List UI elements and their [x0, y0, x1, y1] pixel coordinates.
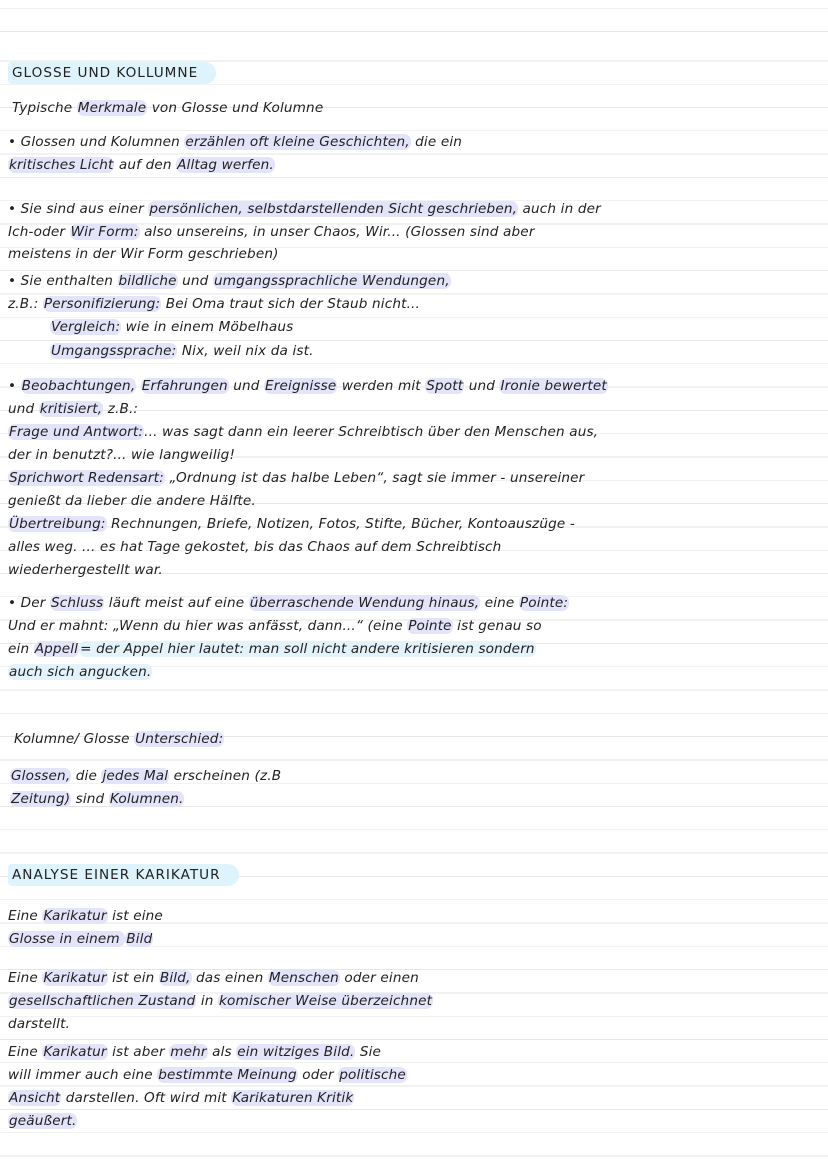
highlight: kritisiert, [39, 401, 103, 417]
highlight: Umgangssprache: [51, 343, 177, 359]
highlight: Pointe: [519, 595, 569, 611]
highlight: Karikaturen Kritik [232, 1090, 354, 1106]
text-line [8, 928, 153, 950]
highlight: Glossen, [11, 768, 71, 784]
subtitle-line: Typische Merkmale von Glosse und Kolumne [12, 100, 324, 116]
highlight: persönlichen, selbstdarstellenden Sicht geschrieben, [149, 201, 518, 217]
highlight: ein witziges Bild. [237, 1044, 355, 1060]
highlight: Übertreibung: [9, 516, 106, 532]
highlight: umgangssprachliche Wendungen, [213, 273, 450, 289]
highlight: kritisches Licht [9, 157, 114, 173]
text-line: • Sie enthalten bildliche und umgangssprachliche Wendungen, [8, 273, 450, 289]
highlight: Bild [126, 931, 153, 947]
text-line: genießt da lieber die andere Hälfte. [8, 493, 256, 509]
highlight: Alltag werfen. [177, 157, 274, 173]
highlight: Appell [34, 641, 79, 657]
highlight: mehr [170, 1044, 207, 1060]
highlight: Zeitung) [11, 791, 71, 807]
highlight: bildliche [118, 273, 177, 289]
text-line: Eine Karikatur ist aber mehr als ein witziges Bild. Sie [8, 1044, 382, 1060]
text-line: gesellschaftlichen Zustand in komischer Weise überzeichnet [9, 993, 433, 1009]
highlight: Karikatur [43, 1044, 107, 1060]
text-line: alles weg. ... es hat Tage gekostet, bis das Chaos auf dem Schreibtisch [8, 539, 502, 555]
highlight: Frage und Antwort: [9, 424, 144, 440]
text-line: Ich-oder Wir Form: also unsereins, in unser Chaos, Wir... (Glossen sind aber [8, 224, 535, 240]
highlight: Karikatur [43, 970, 107, 986]
text-line [8, 661, 152, 683]
highlight: Wir Form: [70, 224, 139, 240]
highlight: Vergleich: [51, 319, 121, 335]
highlight: Spott [426, 378, 464, 394]
highlight: Erfahrungen [141, 378, 228, 394]
text-line: ein Appell = der Appel hier lautet: man soll nicht andere kritisieren sondern [8, 641, 535, 657]
text-line: Vergleich: wie in einem Möbelhaus [51, 319, 294, 335]
highlight: Kolumnen. [109, 791, 184, 807]
section-heading-glosse: GLOSSE UND KOLLUMNE [8, 62, 216, 84]
text-line: • Glossen und Kolumnen erzählen oft kleine Geschichten, die ein [8, 134, 463, 150]
text-line: Ansicht darstellen. Oft wird mit Karikaturen Kritik [9, 1090, 354, 1106]
text-line: meistens in der Wir Form geschrieben) [8, 246, 279, 262]
highlight: Unterschied: [135, 731, 224, 747]
text-line: wiederhergestellt war. [8, 562, 163, 578]
highlight: politische [339, 1067, 406, 1083]
highlight: auch sich angucken. [9, 664, 152, 680]
highlight: Schluss [50, 595, 104, 611]
highlight: Merkmale [77, 100, 147, 116]
text-line: Glossen, die jedes Mal erscheinen (z.B [11, 768, 282, 784]
highlight: Bild, [159, 970, 191, 986]
text-line: kritisches Licht auf den Alltag werfen. [9, 157, 274, 173]
text-line: Übertreibung: Rechnungen, Briefe, Notizen, Fotos, Stifte, Bücher, Kontoauszüge - [9, 516, 575, 532]
text-line: • Sie sind aus einer persönlichen, selbstdarstellenden Sicht geschrieben, auch in der [8, 201, 601, 217]
highlight: Personifizierung: [43, 296, 161, 312]
text-line: der in benutzt?... wie langweilig! [8, 447, 236, 463]
text-line: Frage und Antwort:... was sagt dann ein leerer Schreibtisch über den Menschen aus, [9, 424, 599, 440]
highlight: bestimmte Meinung [158, 1067, 297, 1083]
highlight: komischer Weise überzeichnet [219, 993, 433, 1009]
text-line [8, 1110, 77, 1132]
section-heading-karikatur: ANALYSE EINER KARIKATUR [8, 864, 239, 886]
highlight: Ironie bewertet [500, 378, 607, 394]
highlight: Pointe [408, 618, 452, 634]
text-line: z.B.: Personifizierung: Bei Oma traut sich der Staub nicht... [8, 296, 420, 312]
text-line: Und er mahnt: „Wenn du hier was anfässt, dann...“ (eine Pointe ist genau so [8, 618, 542, 634]
text-line: • Beobachtungen, Erfahrungen und Ereignisse werden mit Spott und Ironie bewertet [8, 378, 607, 394]
highlight: jedes Mal [102, 768, 169, 784]
highlight: geäußert. [9, 1113, 77, 1129]
highlight: überraschende Wendung hinaus, [249, 595, 480, 611]
highlight: Karikatur [43, 908, 107, 924]
highlight: Beobachtungen, [21, 378, 136, 394]
highlight: Menschen [268, 970, 339, 986]
text-line: und kritisiert, z.B.: [8, 401, 139, 417]
text-line: Zeitung) sind Kolumnen. [11, 791, 184, 807]
highlight: Ansicht [9, 1090, 61, 1106]
highlight: erzählen oft kleine Geschichten, [185, 134, 410, 150]
highlight: Ereignisse [265, 378, 337, 394]
text-line: darstellt. [8, 1016, 71, 1032]
highlight: gesellschaftlichen Zustand [9, 993, 196, 1009]
text-line: Sprichwort Redensart: „Ordnung ist das halbe Leben“, sagt sie immer - unsereiner [9, 470, 585, 486]
text-line: Eine Karikatur ist eine [8, 908, 163, 924]
highlight: Sprichwort Redensart: [9, 470, 164, 486]
diff-title: Kolumne/ Glosse Unterschied: [14, 731, 224, 747]
text-line: • Der Schluss läuft meist auf eine überraschende Wendung hinaus, eine Pointe: [8, 595, 569, 611]
text-line: Eine Karikatur ist ein Bild, das einen Menschen oder einen [8, 970, 419, 986]
text-line: will immer auch eine bestimmte Meinung oder politische [8, 1067, 406, 1083]
highlight: Glosse in einem [9, 931, 125, 947]
text-line: Umgangssprache: Nix, weil nix da ist. [51, 343, 314, 359]
highlight: = der Appel hier lautet: man soll nicht andere kritisieren sondern [80, 641, 535, 657]
